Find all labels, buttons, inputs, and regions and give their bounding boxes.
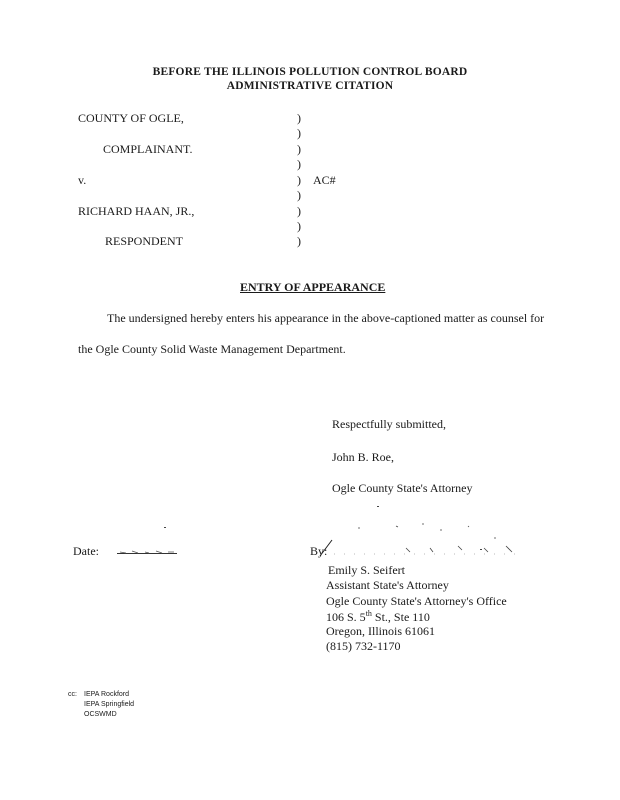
- caption-paren: ): [297, 234, 301, 248]
- caption-paren: ): [297, 111, 301, 125]
- attorney-title: Ogle County State's Attorney: [332, 481, 473, 495]
- body-line-2: the Ogle County Solid Waste Management Department.: [78, 342, 346, 356]
- attorney-name: John B. Roe,: [332, 450, 395, 464]
- street-number: 106 S. 5: [326, 610, 366, 624]
- respondent-role: RESPONDENT: [105, 234, 184, 248]
- caption-paren: ): [297, 173, 301, 187]
- header-line-1: BEFORE THE ILLINOIS POLLUTION CONTROL BOARD: [152, 66, 468, 78]
- caption-paren: ): [297, 219, 301, 233]
- caption-paren: ): [297, 188, 301, 202]
- caption-paren: ): [297, 157, 301, 171]
- scan-speck: [164, 527, 166, 528]
- caption-paren: ): [297, 126, 301, 140]
- signer-title: Assistant State's Attorney: [326, 578, 449, 592]
- case-number-label: AC#: [313, 173, 336, 187]
- scan-speck: [377, 506, 379, 507]
- signer-phone: (815) 732-1170: [326, 639, 401, 653]
- scan-speck: [480, 549, 482, 550]
- complainant-name: COUNTY OF OGLE,: [78, 111, 184, 125]
- caption-paren: ): [297, 142, 301, 156]
- header-line-2: ADMINISTRATIVE CITATION: [226, 80, 394, 92]
- respectfully-submitted: Respectfully submitted,: [332, 417, 446, 431]
- body-line-1: The undersigned hereby enters his appearance in the above-captioned matter as counsel for: [107, 311, 545, 325]
- signature-scribble: [318, 518, 538, 560]
- date-scribble: [118, 547, 178, 555]
- signer-address-city: Oregon, Illinois 61061: [326, 624, 435, 638]
- cc-item: OCSWMD: [84, 711, 117, 718]
- cc-item: IEPA Springfield: [84, 701, 135, 708]
- street-ordinal: th: [365, 609, 372, 618]
- by-label: By:: [310, 544, 328, 558]
- complainant-role: COMPLAINANT.: [103, 142, 193, 156]
- date-label: Date:: [73, 544, 99, 558]
- signer-name: Emily S. Seifert: [328, 563, 405, 577]
- respondent-name: RICHARD HAAN, JR.,: [78, 204, 195, 218]
- cc-item: IEPA Rockford: [84, 691, 130, 698]
- document-title: ENTRY OF APPEARANCE: [240, 280, 386, 294]
- caption-paren: ): [297, 204, 301, 218]
- cc-label: cc:: [68, 691, 77, 698]
- signer-office: Ogle County State's Attorney's Office: [326, 594, 507, 608]
- versus: v.: [78, 173, 87, 187]
- street-name: St., Ste 110: [371, 610, 430, 624]
- signer-address-street: [326, 609, 430, 625]
